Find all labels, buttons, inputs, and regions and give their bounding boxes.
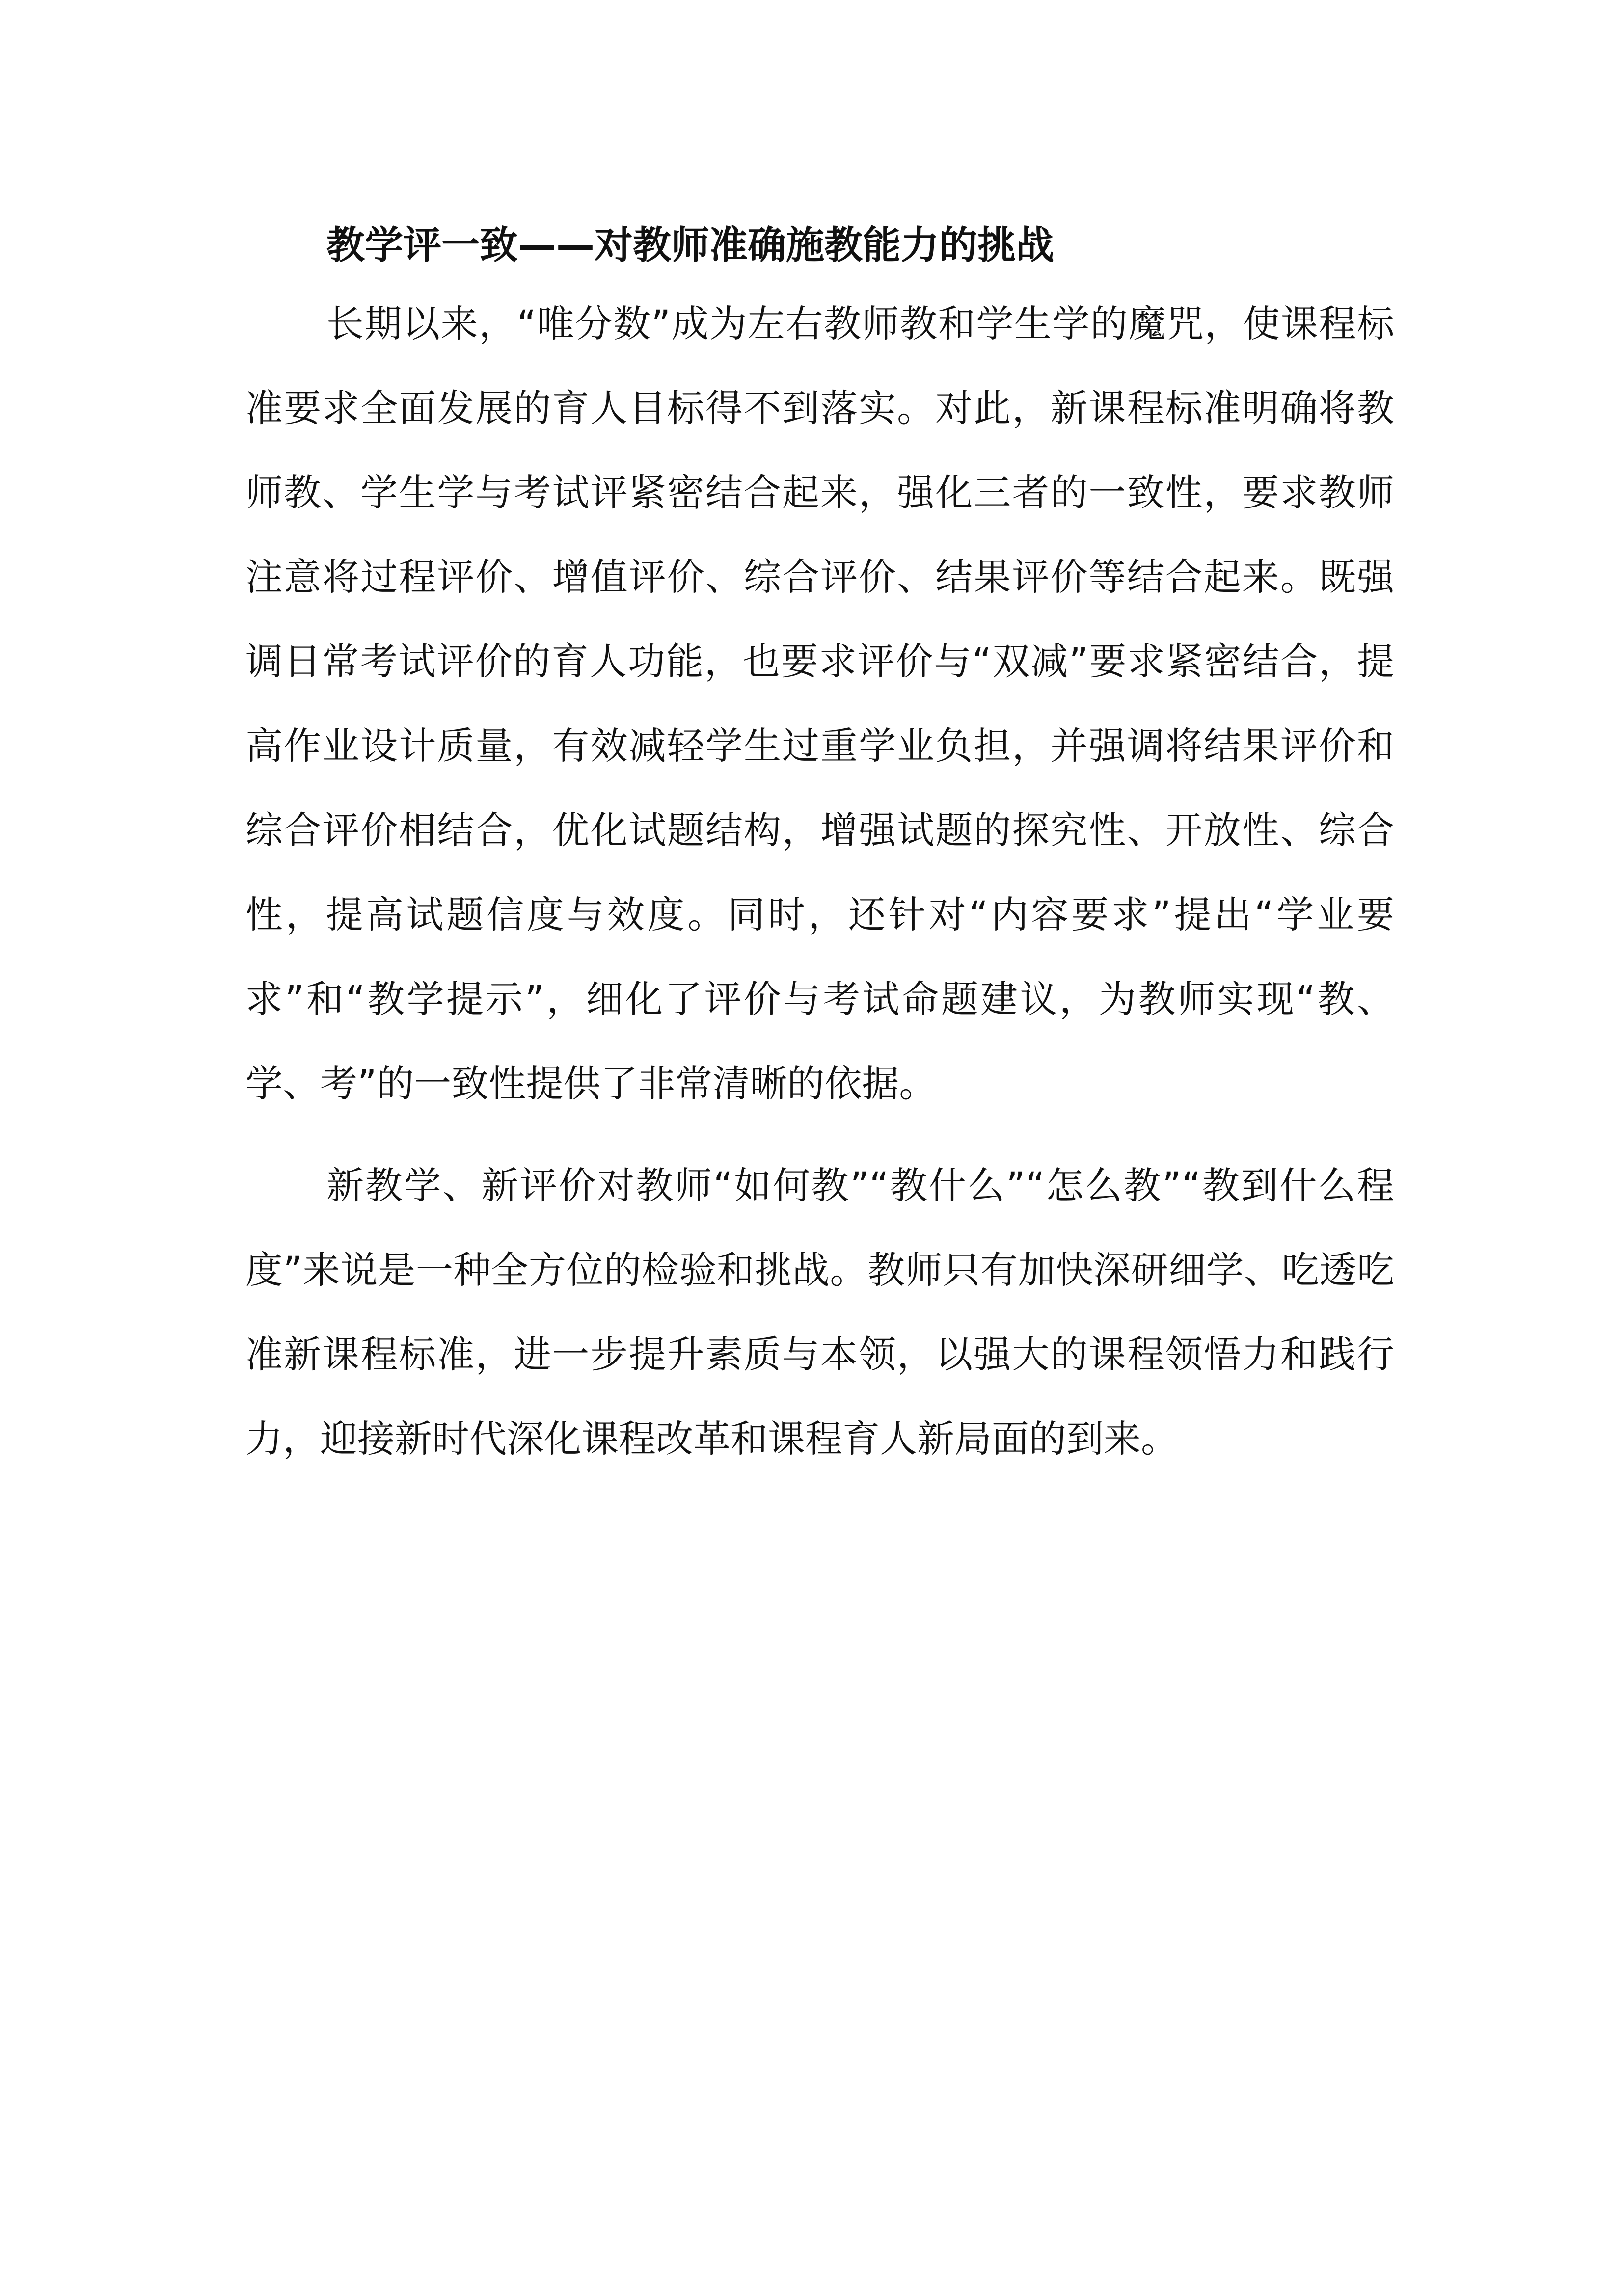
paragraph-1: 长期以来，“唯分数”成为左右教师教和学生学的魔咒，使课程标准要求全面发展的育人目标得不到落实。对此，新课程标准明确将教师教、学生学与考试评紧密结合起来，强化三者的一致性，要求教师注意将过程评价、增值评价、综合评价、结果评价等结合起来。既强调日常考试评价的育人功能，也要求评价与“双减”要求紧密结合，提高作业设计质量，有效减轻学生过重学业负担，并强调将结果评价和综合评价相结合，优化试题结构，增强试题的探究性、开放性、综合性，提高试题信度与效度。同时，还针对“内容要求”提出“学业要求”和“教学提示”，细化了评价与考试命题建议，为教师实现“教、学、考”的一致性提供了非常清晰的依据。 — [245, 302, 1394, 1105]
document-body — [245, 216, 1394, 1481]
document-title: 教学评一致——对教师准确施教能力的挑战 — [326, 223, 1055, 267]
paragraph-2: 新教学、新评价对教师“如何教”“教什么”“怎么教”“教到什么程度”来说是一种全方位的检验和挑战。教师只有加快深研细学、吃透吃准新课程标准，进一步提升素质与本领，以强大的课程领悟力和践行力，迎接新时代深化课程改革和课程育人新局面的到来。 — [245, 1164, 1394, 1461]
